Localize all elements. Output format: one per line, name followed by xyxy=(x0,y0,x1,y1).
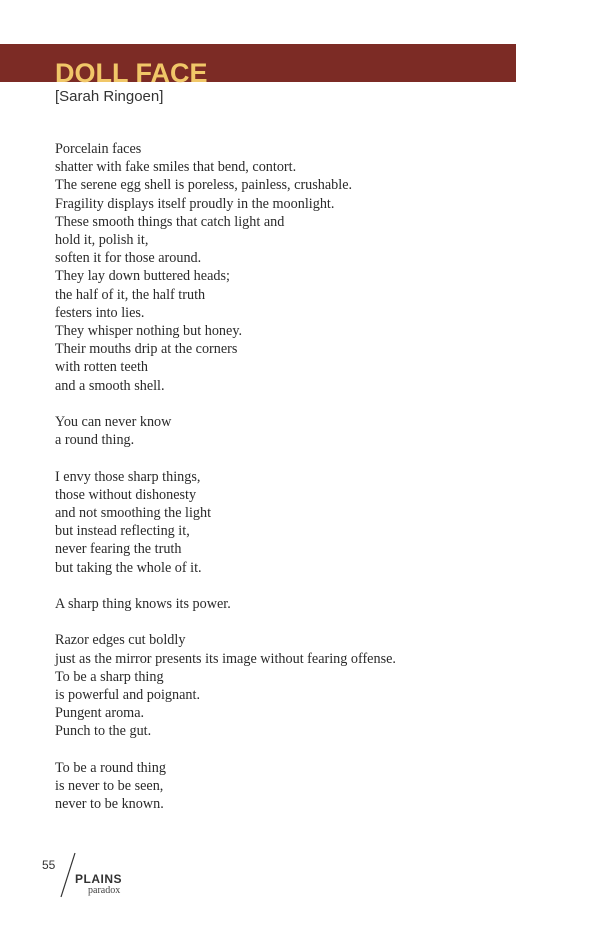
footer-brand: PLAINS xyxy=(75,872,123,886)
poem-line: Porcelain faces xyxy=(55,141,142,157)
footer-brand-sub: paradox xyxy=(88,885,121,896)
poem-line: Their mouths drip at the corners xyxy=(55,341,238,358)
poem-line: A sharp thing knows its power. xyxy=(55,596,231,613)
stanza xyxy=(55,468,396,577)
poem-line: never fearing the truth xyxy=(55,541,182,558)
poem-line: festers into lies. xyxy=(55,304,145,321)
stanza xyxy=(55,595,396,613)
poem-body xyxy=(55,140,396,832)
poem-title: DOLL FACE xyxy=(55,58,208,88)
poem-line: shatter with fake smiles that bend, contort. xyxy=(55,159,297,176)
poem-line: but taking the whole of it. xyxy=(55,559,202,576)
poem-line: You can never know xyxy=(55,414,172,431)
poem-line: never to be known. xyxy=(55,796,164,813)
stanza xyxy=(55,140,396,395)
poem-line: Razor edges cut boldly xyxy=(55,632,186,649)
poem-line: with rotten teeth xyxy=(55,359,148,376)
page-number: 55 xyxy=(42,858,56,872)
poem-line: The serene egg shell is poreless, painless, crushable. xyxy=(55,177,353,194)
poem-line: They lay down buttered heads; xyxy=(55,268,230,285)
poem-line: those without dishonesty xyxy=(55,486,197,503)
poem-line: Punch to the gut. xyxy=(55,723,152,740)
stanza xyxy=(55,631,396,740)
poem-line: and a smooth shell. xyxy=(55,377,165,394)
poem-line: These smooth things that catch light and xyxy=(55,213,285,230)
stanza xyxy=(55,413,396,449)
stanza xyxy=(55,759,396,814)
poem-line: is never to be seen, xyxy=(55,778,164,795)
poem-line: soften it for those around. xyxy=(55,250,202,267)
poem-line: Fragility displays itself proudly in the moonlight. xyxy=(55,195,335,212)
poem-line: and not smoothing the light xyxy=(55,505,212,522)
poem-line: is powerful and poignant. xyxy=(55,687,200,704)
poem-line: I envy those sharp things, xyxy=(55,468,201,485)
poem-line: but instead reflecting it, xyxy=(55,523,190,540)
poem-line: a round thing. xyxy=(55,432,135,449)
poem-line: To be a round thing xyxy=(55,759,166,776)
author-name: [Sarah Ringoen] xyxy=(55,88,164,105)
poem-line: just as the mirror presents its image without fearing offense. xyxy=(55,650,396,667)
poem-line: Pungent aroma. xyxy=(55,705,145,722)
poem-line: the half of it, the half truth xyxy=(55,286,206,303)
poem-line: hold it, polish it, xyxy=(55,232,149,249)
poem-line: They whisper nothing but honey. xyxy=(55,323,243,340)
poem-line: To be a sharp thing xyxy=(55,668,164,685)
